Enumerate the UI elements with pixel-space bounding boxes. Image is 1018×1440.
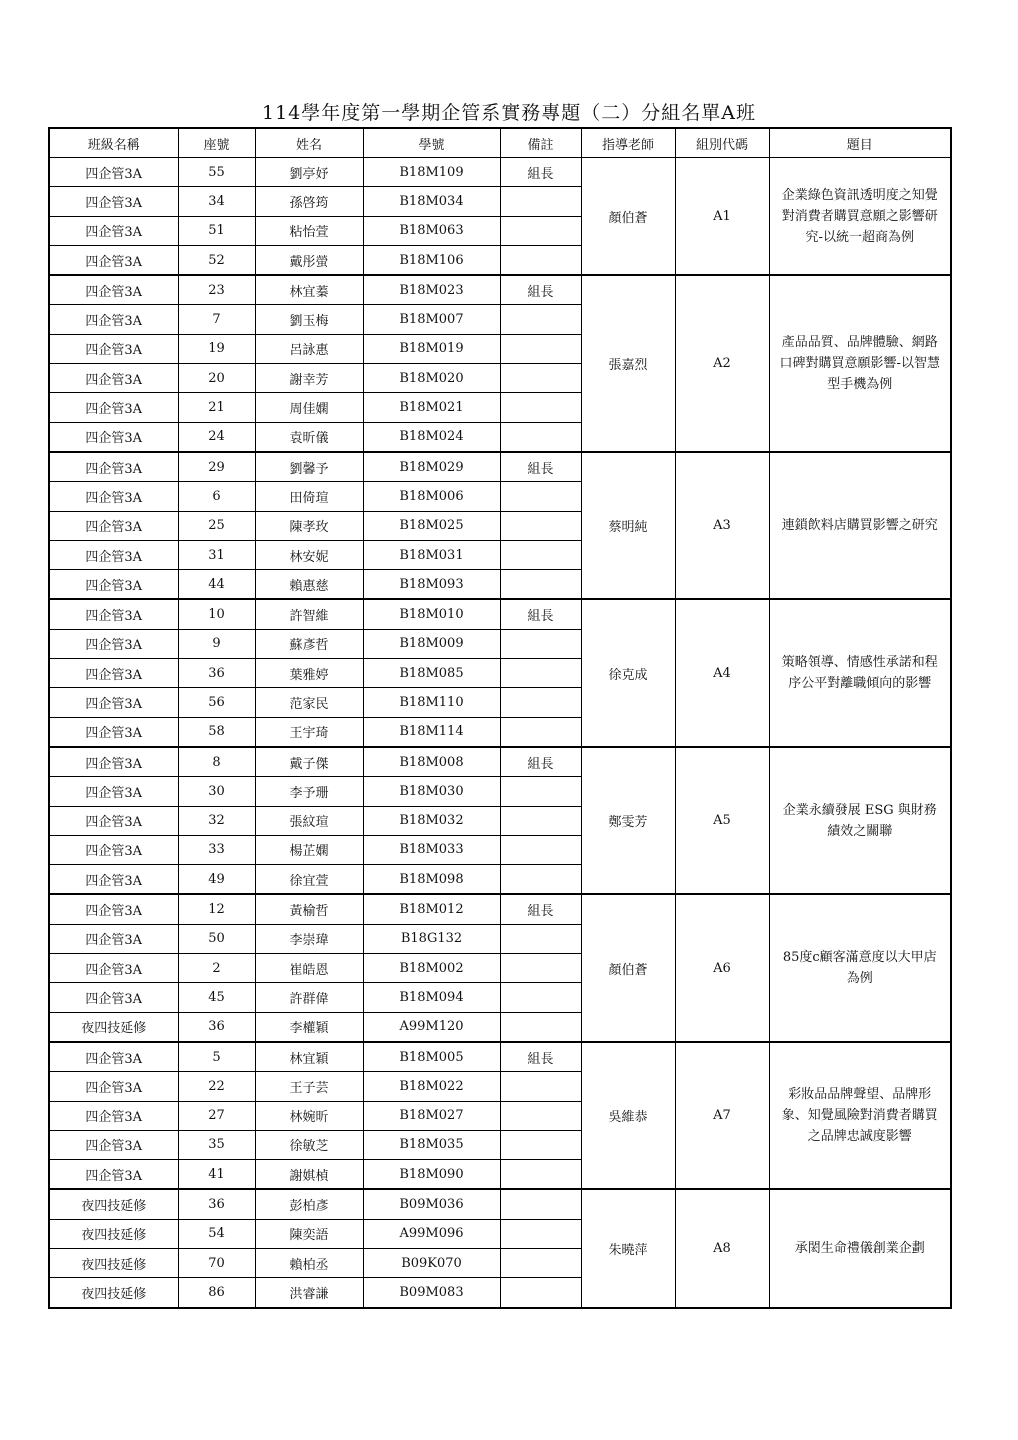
seat-number-cell: 41: [178, 1160, 255, 1190]
student-id-cell: B18M005: [363, 1042, 500, 1072]
seat-number-cell: 2: [178, 954, 255, 983]
seat-number-cell: 56: [178, 688, 255, 717]
topic-cell: 產品品質、品牌體驗、網路口碑對購買意願影響-以智慧型手機為例: [769, 275, 951, 452]
class-name-cell: 四企管3A: [49, 216, 178, 245]
class-name-cell: 四企管3A: [49, 717, 178, 747]
topic-cell: 85度c顧客滿意度以大甲店為例: [769, 894, 951, 1041]
class-name-cell: 四企管3A: [49, 422, 178, 452]
remark-cell: [500, 717, 581, 747]
class-name-cell: 四企管3A: [49, 629, 178, 658]
seat-number-cell: 52: [178, 245, 255, 275]
page-title: 114學年度第一學期企管系實務專題（二）分組名單A班: [262, 102, 756, 124]
student-name-cell: 李崇瑋: [255, 924, 363, 953]
seat-number-cell: 31: [178, 540, 255, 569]
class-name-cell: 四企管3A: [49, 1101, 178, 1130]
class-name-cell: 四企管3A: [49, 599, 178, 629]
remark-cell: [500, 364, 581, 393]
remark-cell: [500, 1248, 581, 1277]
class-name-cell: 四企管3A: [49, 305, 178, 334]
header-remarks: 備註: [500, 128, 581, 158]
seat-number-cell: 5: [178, 1042, 255, 1072]
class-name-cell: 夜四技延修: [49, 1278, 178, 1308]
class-name-cell: 四企管3A: [49, 688, 178, 717]
header-student-name: 姓名: [255, 128, 363, 158]
student-name-cell: 洪睿謙: [255, 1278, 363, 1308]
student-name-cell: 陳奕語: [255, 1219, 363, 1248]
seat-number-cell: 8: [178, 747, 255, 777]
seat-number-cell: 34: [178, 187, 255, 216]
seat-number-cell: 19: [178, 334, 255, 363]
remark-cell: [500, 334, 581, 363]
group-code-cell: A6: [675, 894, 769, 1041]
student-id-cell: B18M021: [363, 393, 500, 422]
student-id-cell: B18M063: [363, 216, 500, 245]
group-code-cell: A4: [675, 599, 769, 746]
remark-cell: 組長: [500, 599, 581, 629]
student-name-cell: 徐宜萱: [255, 865, 363, 895]
remark-cell: [500, 511, 581, 540]
remark-cell: [500, 777, 581, 806]
student-id-cell: B09M036: [363, 1189, 500, 1219]
seat-number-cell: 51: [178, 216, 255, 245]
advisor-cell: 顏伯蒼: [581, 894, 675, 1041]
student-name-cell: 徐敏芝: [255, 1130, 363, 1159]
class-name-cell: 四企管3A: [49, 747, 178, 777]
class-name-cell: 四企管3A: [49, 158, 178, 187]
table-header: [49, 128, 951, 158]
header-row: [49, 128, 951, 158]
class-name-cell: 四企管3A: [49, 570, 178, 600]
table-row: [49, 1042, 951, 1072]
table-row: [49, 452, 951, 482]
remark-cell: [500, 393, 581, 422]
topic-cell: 承閎生命禮儀創業企劃: [769, 1189, 951, 1307]
remark-cell: [500, 1189, 581, 1219]
student-id-cell: B18M098: [363, 865, 500, 895]
student-id-cell: B18M007: [363, 305, 500, 334]
table-body: [49, 158, 951, 1308]
class-name-cell: 夜四技延修: [49, 1189, 178, 1219]
class-name-cell: 四企管3A: [49, 983, 178, 1012]
class-name-cell: 四企管3A: [49, 540, 178, 569]
table-row: [49, 747, 951, 777]
class-name-cell: 四企管3A: [49, 245, 178, 275]
topic-cell: 企業永續發展 ESG 與財務績效之關聯: [769, 747, 951, 894]
remark-cell: [500, 659, 581, 688]
student-id-cell: B18M109: [363, 158, 500, 187]
student-name-cell: 李權穎: [255, 1012, 363, 1042]
seat-number-cell: 45: [178, 983, 255, 1012]
class-name-cell: 四企管3A: [49, 334, 178, 363]
student-name-cell: 彭柏彥: [255, 1189, 363, 1219]
remark-cell: [500, 806, 581, 835]
student-name-cell: 劉亭妤: [255, 158, 363, 187]
advisor-cell: 鄭雯芳: [581, 747, 675, 894]
student-id-cell: A99M120: [363, 1012, 500, 1042]
student-id-cell: B18M093: [363, 570, 500, 600]
student-name-cell: 張紋瑄: [255, 806, 363, 835]
student-name-cell: 田倚瑄: [255, 482, 363, 511]
seat-number-cell: 10: [178, 599, 255, 629]
class-name-cell: 四企管3A: [49, 1160, 178, 1190]
student-name-cell: 周佳嫻: [255, 393, 363, 422]
seat-number-cell: 35: [178, 1130, 255, 1159]
header-class-name: 班級名稱: [49, 128, 178, 158]
student-name-cell: 楊芷嫻: [255, 835, 363, 864]
class-name-cell: 四企管3A: [49, 364, 178, 393]
seat-number-cell: 36: [178, 1012, 255, 1042]
group-code-cell: A7: [675, 1042, 769, 1189]
class-name-cell: 四企管3A: [49, 452, 178, 482]
remark-cell: [500, 540, 581, 569]
advisor-cell: 朱曉萍: [581, 1189, 675, 1307]
seat-number-cell: 6: [178, 482, 255, 511]
class-name-cell: 四企管3A: [49, 659, 178, 688]
advisor-cell: 蔡明純: [581, 452, 675, 599]
student-id-cell: B18M019: [363, 334, 500, 363]
remark-cell: [500, 1130, 581, 1159]
student-name-cell: 葉雅婷: [255, 659, 363, 688]
class-name-cell: 四企管3A: [49, 1130, 178, 1159]
class-name-cell: 四企管3A: [49, 777, 178, 806]
group-code-cell: A2: [675, 275, 769, 452]
table-row: [49, 599, 951, 629]
class-name-cell: 四企管3A: [49, 393, 178, 422]
student-name-cell: 林婉昕: [255, 1101, 363, 1130]
student-id-cell: B09K070: [363, 1248, 500, 1277]
seat-number-cell: 36: [178, 1189, 255, 1219]
student-id-cell: A99M096: [363, 1219, 500, 1248]
student-id-cell: B09M083: [363, 1278, 500, 1308]
seat-number-cell: 86: [178, 1278, 255, 1308]
table-row: [49, 894, 951, 924]
remark-cell: [500, 1101, 581, 1130]
student-id-cell: B18M030: [363, 777, 500, 806]
student-name-cell: 許群偉: [255, 983, 363, 1012]
class-name-cell: 夜四技延修: [49, 1248, 178, 1277]
group-code-cell: A1: [675, 158, 769, 276]
table-row: [49, 275, 951, 305]
student-name-cell: 呂詠惠: [255, 334, 363, 363]
student-id-cell: B18M022: [363, 1072, 500, 1101]
student-id-cell: B18M024: [363, 422, 500, 452]
student-name-cell: 蘇彥哲: [255, 629, 363, 658]
remark-cell: [500, 216, 581, 245]
topic-cell: 彩妝品品牌聲望、品牌形象、知覺風險對消費者購買之品牌忠誠度影響: [769, 1042, 951, 1189]
student-id-cell: B18M012: [363, 894, 500, 924]
student-name-cell: 袁昕儀: [255, 422, 363, 452]
seat-number-cell: 44: [178, 570, 255, 600]
header-advisor: 指導老師: [581, 128, 675, 158]
seat-number-cell: 32: [178, 806, 255, 835]
seat-number-cell: 27: [178, 1101, 255, 1130]
class-name-cell: 四企管3A: [49, 865, 178, 895]
class-name-cell: 四企管3A: [49, 511, 178, 540]
student-id-cell: B18M008: [363, 747, 500, 777]
remark-cell: 組長: [500, 452, 581, 482]
class-name-cell: 四企管3A: [49, 1042, 178, 1072]
seat-number-cell: 21: [178, 393, 255, 422]
remark-cell: 組長: [500, 275, 581, 305]
topic-cell: 連鎖飲料店購買影響之研究: [769, 452, 951, 599]
student-name-cell: 李予珊: [255, 777, 363, 806]
student-name-cell: 王宇琦: [255, 717, 363, 747]
student-name-cell: 黃榆哲: [255, 894, 363, 924]
seat-number-cell: 29: [178, 452, 255, 482]
student-name-cell: 賴柏丞: [255, 1248, 363, 1277]
student-name-cell: 謝幸芳: [255, 364, 363, 393]
remark-cell: [500, 983, 581, 1012]
seat-number-cell: 22: [178, 1072, 255, 1101]
remark-cell: [500, 305, 581, 334]
header-group-code: 組別代碼: [675, 128, 769, 158]
student-name-cell: 許智維: [255, 599, 363, 629]
class-name-cell: 夜四技延修: [49, 1219, 178, 1248]
class-name-cell: 四企管3A: [49, 187, 178, 216]
group-code-cell: A5: [675, 747, 769, 894]
student-name-cell: 陳孝玫: [255, 511, 363, 540]
advisor-cell: 徐克成: [581, 599, 675, 746]
remark-cell: [500, 835, 581, 864]
seat-number-cell: 20: [178, 364, 255, 393]
student-id-cell: B18M023: [363, 275, 500, 305]
seat-number-cell: 7: [178, 305, 255, 334]
student-id-cell: B18M031: [363, 540, 500, 569]
student-name-cell: 謝娸楨: [255, 1160, 363, 1190]
remark-cell: [500, 570, 581, 600]
remark-cell: [500, 865, 581, 895]
student-id-cell: B18M010: [363, 599, 500, 629]
group-code-cell: A8: [675, 1189, 769, 1307]
seat-number-cell: 36: [178, 659, 255, 688]
class-name-cell: 夜四技延修: [49, 1012, 178, 1042]
class-name-cell: 四企管3A: [49, 835, 178, 864]
remark-cell: [500, 1072, 581, 1101]
seat-number-cell: 12: [178, 894, 255, 924]
seat-number-cell: 50: [178, 924, 255, 953]
remark-cell: [500, 924, 581, 953]
seat-number-cell: 30: [178, 777, 255, 806]
student-name-cell: 范家民: [255, 688, 363, 717]
student-id-cell: B18M034: [363, 187, 500, 216]
student-id-cell: B18M106: [363, 245, 500, 275]
seat-number-cell: 23: [178, 275, 255, 305]
student-id-cell: B18M027: [363, 1101, 500, 1130]
remark-cell: [500, 482, 581, 511]
class-name-cell: 四企管3A: [49, 482, 178, 511]
advisor-cell: 吳維恭: [581, 1042, 675, 1189]
student-name-cell: 林宜穎: [255, 1042, 363, 1072]
remark-cell: 組長: [500, 894, 581, 924]
topic-cell: 策略領導、情感性承諾和程序公平對離職傾向的影響: [769, 599, 951, 746]
student-name-cell: 劉玉梅: [255, 305, 363, 334]
student-id-cell: B18M006: [363, 482, 500, 511]
group-code-cell: A3: [675, 452, 769, 599]
student-id-cell: B18M090: [363, 1160, 500, 1190]
student-id-cell: B18M110: [363, 688, 500, 717]
header-student-id: 學號: [363, 128, 500, 158]
remark-cell: [500, 1219, 581, 1248]
class-name-cell: 四企管3A: [49, 1072, 178, 1101]
student-id-cell: B18M009: [363, 629, 500, 658]
remark-cell: [500, 1278, 581, 1308]
student-id-cell: B18M035: [363, 1130, 500, 1159]
student-id-cell: B18M029: [363, 452, 500, 482]
class-name-cell: 四企管3A: [49, 924, 178, 953]
student-id-cell: B18M033: [363, 835, 500, 864]
student-id-cell: B18M085: [363, 659, 500, 688]
remark-cell: [500, 688, 581, 717]
seat-number-cell: 33: [178, 835, 255, 864]
group-roster-table: [48, 127, 952, 1309]
student-name-cell: 林宜蓁: [255, 275, 363, 305]
class-name-cell: 四企管3A: [49, 894, 178, 924]
student-name-cell: 王子芸: [255, 1072, 363, 1101]
advisor-cell: 張嘉烈: [581, 275, 675, 452]
student-name-cell: 孫啓筠: [255, 187, 363, 216]
seat-number-cell: 24: [178, 422, 255, 452]
student-name-cell: 戴子傑: [255, 747, 363, 777]
seat-number-cell: 25: [178, 511, 255, 540]
student-name-cell: 劉馨予: [255, 452, 363, 482]
table-row: [49, 1189, 951, 1219]
student-id-cell: B18M025: [363, 511, 500, 540]
header-seat-number: 座號: [178, 128, 255, 158]
remark-cell: [500, 422, 581, 452]
student-name-cell: 崔皓恩: [255, 954, 363, 983]
student-name-cell: 賴惠慈: [255, 570, 363, 600]
seat-number-cell: 49: [178, 865, 255, 895]
remark-cell: [500, 187, 581, 216]
seat-number-cell: 70: [178, 1248, 255, 1277]
seat-number-cell: 58: [178, 717, 255, 747]
seat-number-cell: 55: [178, 158, 255, 187]
remark-cell: [500, 629, 581, 658]
student-name-cell: 戴彤螢: [255, 245, 363, 275]
remark-cell: 組長: [500, 158, 581, 187]
table-row: [49, 158, 951, 187]
remark-cell: [500, 1160, 581, 1190]
advisor-cell: 顏伯蒼: [581, 158, 675, 276]
student-id-cell: B18G132: [363, 924, 500, 953]
topic-cell: 企業綠色資訊透明度之知覺對消費者購買意願之影響研究-以統一超商為例: [769, 158, 951, 276]
class-name-cell: 四企管3A: [49, 275, 178, 305]
seat-number-cell: 9: [178, 629, 255, 658]
student-id-cell: B18M032: [363, 806, 500, 835]
header-topic: 題目: [769, 128, 951, 158]
remark-cell: 組長: [500, 747, 581, 777]
student-id-cell: B18M114: [363, 717, 500, 747]
remark-cell: [500, 245, 581, 275]
remark-cell: [500, 954, 581, 983]
remark-cell: [500, 1012, 581, 1042]
student-id-cell: B18M094: [363, 983, 500, 1012]
student-id-cell: B18M002: [363, 954, 500, 983]
seat-number-cell: 54: [178, 1219, 255, 1248]
student-id-cell: B18M020: [363, 364, 500, 393]
student-name-cell: 粘怡萱: [255, 216, 363, 245]
class-name-cell: 四企管3A: [49, 806, 178, 835]
class-name-cell: 四企管3A: [49, 954, 178, 983]
student-name-cell: 林安妮: [255, 540, 363, 569]
remark-cell: 組長: [500, 1042, 581, 1072]
